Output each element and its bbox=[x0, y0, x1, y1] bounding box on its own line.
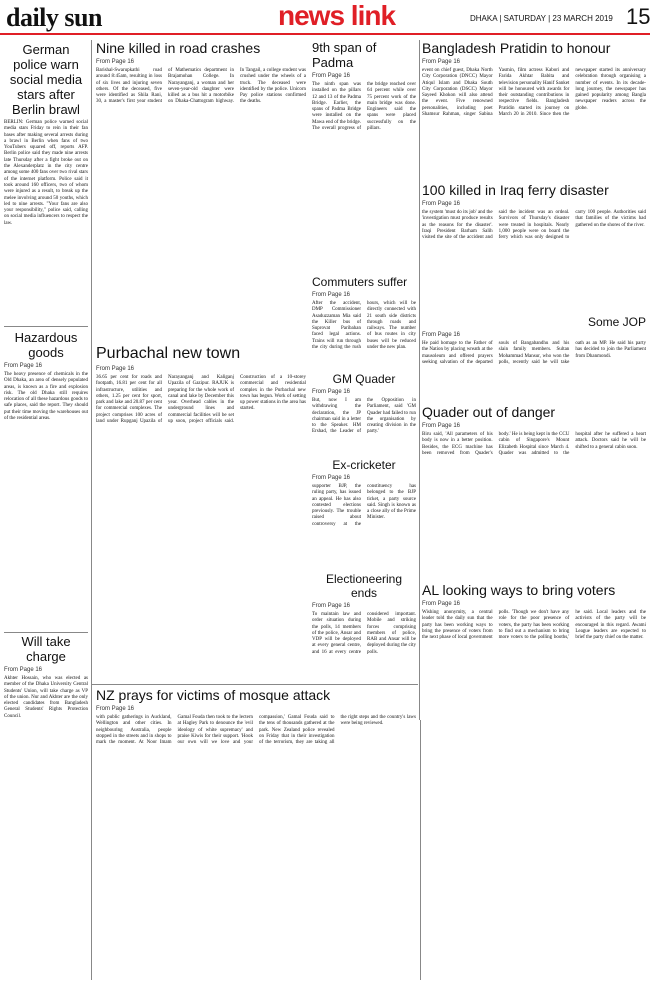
article-body: Biru said, 'All parameters of his body is now in a better position. Besides, the ECG machine has been removed from Quader's body.' He is being kept in the CCU cabin of Singapore's Mount Elizabeth Hospital since March 4. Quader was admitted to the hospital after he suffered a heart attack. Doctors said he will be shifted to a general cabin soon. bbox=[422, 432, 646, 456]
article-body: 36.65 per cent for roads and footpath, 16.81 per cent for all infrastructure, utilities and others, 1.25 per cent for sport, park and lake and 20.87 per cent for commercial complexes. The project comprises 100 acres of land under Rupganj Upazila of Narayanganj and Kaliganj Upazila of Gazipur. RAJUK is preparing for the whole work of canal and lake by December this year. Overhead cables in the underground lines and commercial facilities will be set up soon, project officials said. Construction of a 10-storey commercial and residential complex in the Purbachal new town has begun. Work of setting up power stations in the area has started. bbox=[96, 375, 306, 425]
article-jump: From Page 16 bbox=[4, 363, 43, 369]
article-jump: From Page 16 bbox=[422, 423, 461, 429]
newspaper-logo: daily sun bbox=[6, 3, 102, 32]
article-body: But, now I am withdrawing the declaration, the JP chairman said in a letter to the Speaker. HM Ershad, the Leader of the Opposition in Parliament, said 'GM Quader had failed to run the organisation by creating division in the party.' bbox=[312, 398, 416, 435]
article-headline: Some JOP bbox=[587, 315, 646, 329]
article-al-looking bbox=[422, 582, 646, 980]
article-jump: From Page 16 bbox=[422, 601, 461, 607]
article-commuters bbox=[312, 275, 416, 370]
article-headline: Bangladesh Pratidin to honour bbox=[422, 40, 611, 56]
article-body: BERLIN: German police warned social media stars Friday to rein in their fan bases after making several arrests during a brawl in Berlin when fans of two YouTubers squared off, reports AFP. Berlin police said they made nine arrests late Thursday after a fight broke out on the Alexanderplatz in the city centre among some 400 fans over two rival stars of the internet platform. Police said it took around 160 officers, two of whom were injured as a result, to break up the melee involving around 50 youths, which led to nine arrests. "Your fans are also your responsibility," police said, calling on social media influencers to respect the law. bbox=[4, 120, 88, 226]
article-body: Barishal-Swarupkathi road around 8:45am, resulting in loss of six lives and injuring seven others. Of the deceased, five were identified as Shila Rani, 30, a master's first year student of Mathematics department in Brajamohan College. In Narayanganj, a woman and her seven-year-old daughter were killed as a bus hit a motorbike on Dhaka-Chattogram highway. In Tangail, a college student was crushed under the wheels of a truck. The deceased were identified by the police. Unicorn Pay police stations confirmed the deaths. bbox=[96, 68, 306, 105]
article-headline: GM Quader bbox=[332, 372, 396, 386]
article-jump: From Page 16 bbox=[312, 292, 351, 298]
article-will-take-charge bbox=[4, 634, 88, 980]
article-excricketer bbox=[312, 458, 416, 568]
article-headline: Will take charge bbox=[21, 634, 71, 664]
article-jump: From Page 16 bbox=[96, 59, 135, 65]
article-headline: German police warn social media stars after Berlin brawl bbox=[9, 42, 83, 117]
article-nine-killed bbox=[96, 40, 306, 340]
article-jump: From Page 16 bbox=[422, 332, 461, 338]
divider bbox=[4, 632, 88, 633]
column-divider bbox=[420, 720, 421, 980]
article-headline: 9th span of Padma bbox=[312, 40, 377, 70]
article-jump: From Page 16 bbox=[96, 366, 135, 372]
article-electioneering bbox=[312, 572, 416, 682]
article-pratidin bbox=[422, 40, 646, 155]
article-jump: From Page 16 bbox=[312, 73, 351, 79]
article-body: The heavy presence of chemicals in the Old Dhaka, an area of densely populated areas, is known as a fire and explosion risk. The old Dhaka still requires relocation of all these hazardous goods to safe places, said the report. They should put their time moving the warehouses out of the residential areas. bbox=[4, 372, 88, 422]
masthead-rule bbox=[0, 33, 650, 35]
article-headline: Electioneering ends bbox=[325, 572, 403, 600]
article-jump: From Page 16 bbox=[4, 667, 43, 673]
article-body: He paid homage to the Father of the Nation by placing wreath at the mausoleum and offered prayers seeking salvation of the departed souls of Bangabandhu and his slain family members. Sultan Mohammad Mansur, who won the polls, recently said he will take oath as an MP. He said his party has decided to join the Parliament from Dhanmondi. bbox=[422, 341, 646, 365]
section-title bbox=[268, 2, 405, 30]
article-german bbox=[4, 42, 88, 322]
divider bbox=[4, 326, 88, 327]
article-body: Wishing anonymity, a central leader told the daily sun that the party has been working ways to bring the presence of voters from the next phase of local government polls. 'Though we don't have any role for the poor presence of voters, the party has been working to find out a mechanism to bring more voters to the polling booths,' he said. Local leaders and the activists of the party will be encouraged in this regard. Awami League leaders are expected to brief the party chief on the matter. bbox=[422, 610, 646, 641]
article-body: The ninth span was installed on the pillars 12 and 13 of the Padma Bridge. Earlier, the spans of Padma Bridge were installed on the Mawa end of the bridge. The overall progress of the bridge reached over 64 percent while over 75 percent work of the main bridge was done. Engineers said the spans were placed successfully on the pillars. bbox=[312, 82, 416, 132]
article-gm-quader bbox=[312, 372, 416, 454]
article-headline: Commuters suffer bbox=[312, 275, 408, 289]
article-purbachal bbox=[96, 345, 306, 645]
article-ninth-span bbox=[312, 40, 416, 270]
section-title-text: news link bbox=[278, 0, 396, 31]
article-jump: From Page 16 bbox=[312, 475, 351, 481]
article-headline: Ex-cricketer bbox=[332, 458, 396, 472]
article-headline: Quader out of danger bbox=[422, 404, 556, 420]
page-number: 15 bbox=[626, 4, 650, 29]
article-body: To maintain law and order situation during the polls, 14 members of the police, Ansar and VDP will be deployed at every general centre, and 16 at every centre considered important. Mobile and striking forces comprising members of police, RAB and Ansar will be deployed during the city polls. bbox=[312, 612, 416, 655]
article-body: After the accident, DMP Commissioner Asaduzzaman Mia said the Killer bus of Suprovat Paribahan faced legal actions. Trains will run through the city during the rush hours, which will be directly connected with 21 south side districts through roads and railways. The number of bus routes in city buses will be reduced under the new plan. bbox=[312, 301, 416, 351]
article-headline: Nine killed in road crashes bbox=[96, 40, 261, 56]
article-jump: From Page 16 bbox=[422, 201, 461, 207]
article-headline: NZ prays for victims of mosque attack bbox=[96, 687, 331, 703]
masthead bbox=[0, 0, 650, 34]
article-jump: From Page 16 bbox=[312, 389, 351, 395]
article-iraq bbox=[422, 182, 646, 312]
article-jump: From Page 16 bbox=[96, 706, 135, 712]
article-body: event on chief guest, Dhaka North City Corporation (DNCC) Mayor Atiqul Islam and Dhaka South City Corporation (DSCC) Mayor Sayeed Khokon will also attend the event. Five renowned personalities, including poet Shamsur Rahman, singer Sabina Yasmin, film actress Kabori and Farida Akhtar Babita and television personality Hanif Sanket will be honoured with awards for their outstanding contributions in respective fields. Bangladesh Pratidin started its journey on March 20 in 2010. Since then the newspaper started its anniversary celebration through organising a number of events. In its decade-long journey, the newspaper has gained popularity among Bangla newspaper readers across the globe. bbox=[422, 68, 646, 118]
article-nz-prays bbox=[96, 687, 416, 981]
article-body: supporter BJP, the ruling party, has issued an appeal. He has also contested elections previously. The trouble raised about controversy at the constituency has belonged to the BJP ticket, a party source said. Singh is known as a close ally of the Prime Minister. bbox=[312, 484, 416, 527]
article-hazardous bbox=[4, 330, 88, 630]
article-quader-danger bbox=[422, 404, 646, 579]
article-body: the system 'must do its job' and the 'investigation must produce results as the reasons for the disaster'. Iraqi President Barham Salih visited the site of the accident and said the incident was an ordeal. Survivors of Thursday's disaster were treated in hospitals. Nearly 1,000 people were on board the ferry which was only designed to carry 100 people. Authorities said that families of the victims had gathered on the shores of the river. bbox=[422, 210, 646, 241]
article-headline: 100 killed in Iraq ferry disaster bbox=[422, 182, 609, 198]
column-divider bbox=[91, 40, 92, 980]
article-jump: From Page 16 bbox=[312, 603, 351, 609]
dateline: DHAKA | SATURDAY | 23 MARCH 2019 bbox=[470, 14, 613, 23]
article-headline: Purbachal new town bbox=[96, 345, 241, 362]
article-body: with public gatherings in Auckland, Wellington and other cities. In neighbouring Australia, people stopped in the streets and in shops to mark the moment. At Noor Imam Gamal Fouda then took to the lectern at Hagley Park to denounce the 'evil ideology of white supremacy' and praise Kiwis for their support. 'Hook our own will we love and your compassion,' Gamal Fouda said to the tens of thousands gathered at the park. New Zealand police revealed on Friday that in their investigation of the terrorism, they are taking all the right steps and the country's laws were being reviewed. bbox=[96, 715, 416, 746]
article-body: Akhter Hossain, who was elected as member of the Dhaka University Central Students' Union, will take charge as VP of the union. Nur and Akhter are the only elected candidates from Bangladesh General Students' Rights Protection Council. bbox=[4, 676, 88, 719]
article-headline: AL looking ways to bring voters bbox=[422, 582, 616, 598]
article-some-jop bbox=[422, 315, 646, 400]
article-jump: From Page 16 bbox=[422, 59, 461, 65]
divider bbox=[92, 684, 418, 685]
column-divider bbox=[419, 40, 420, 720]
article-headline: Hazardous goods bbox=[14, 330, 78, 360]
